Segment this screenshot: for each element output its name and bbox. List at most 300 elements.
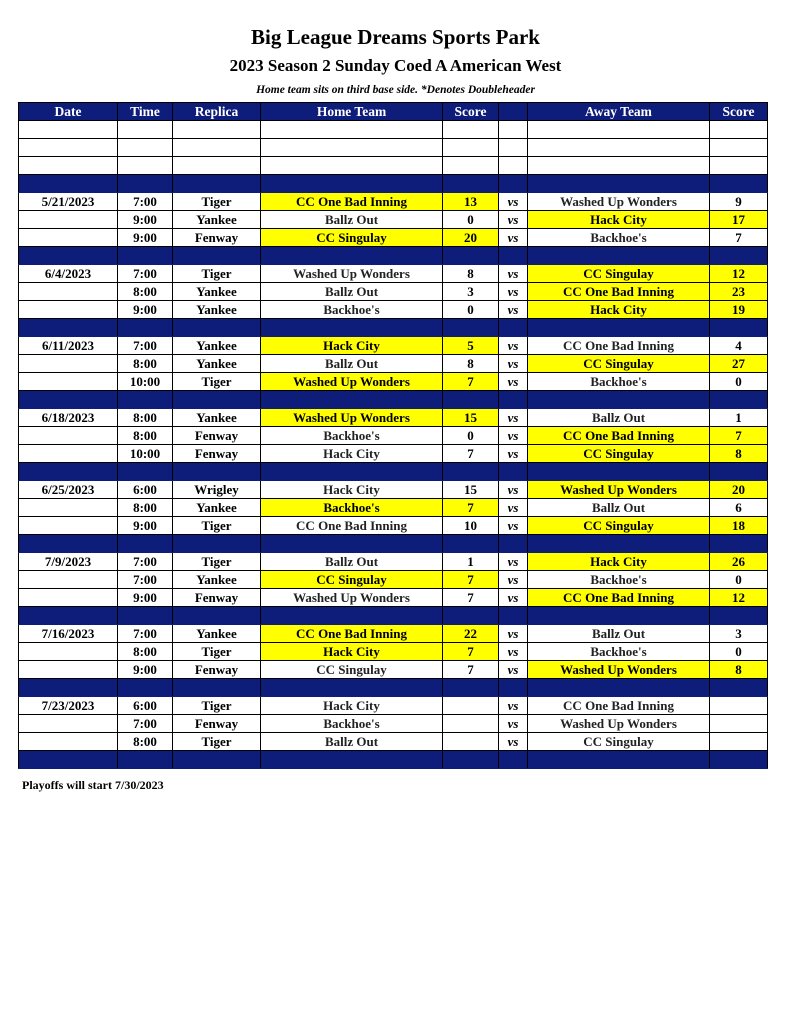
- date-cell: [19, 517, 118, 535]
- away-score-cell: 0: [710, 643, 768, 661]
- date-cell: [19, 229, 118, 247]
- separator-row: [19, 463, 768, 481]
- separator-cell: [173, 175, 261, 193]
- away-score-cell: 19: [710, 301, 768, 319]
- away-team-cell: Backhoe's: [528, 643, 710, 661]
- game-row: [19, 553, 768, 571]
- blank-cell: [443, 139, 499, 157]
- home-team-cell: Washed Up Wonders: [261, 589, 443, 607]
- separator-cell: [261, 607, 443, 625]
- away-team-cell: CC Singulay: [528, 355, 710, 373]
- time-cell: 8:00: [118, 355, 173, 373]
- blank-cell: [118, 139, 173, 157]
- col-header-time: Time: [118, 103, 173, 121]
- vs-cell: vs: [499, 697, 528, 715]
- separator-cell: [710, 319, 768, 337]
- time-cell: 9:00: [118, 301, 173, 319]
- home-team-cell: CC Singulay: [261, 571, 443, 589]
- replica-cell: Yankee: [173, 301, 261, 319]
- separator-cell: [499, 751, 528, 769]
- time-cell: 8:00: [118, 733, 173, 751]
- date-cell: [19, 499, 118, 517]
- replica-cell: Fenway: [173, 715, 261, 733]
- game-row: [19, 697, 768, 715]
- vs-cell: vs: [499, 283, 528, 301]
- vs-cell: vs: [499, 373, 528, 391]
- col-header-replica: Replica: [173, 103, 261, 121]
- separator-row: [19, 679, 768, 697]
- time-cell: 10:00: [118, 373, 173, 391]
- time-cell: 9:00: [118, 229, 173, 247]
- blank-cell: [173, 157, 261, 175]
- home-team-cell: Hack City: [261, 643, 443, 661]
- game-row: [19, 499, 768, 517]
- away-score-cell: 17: [710, 211, 768, 229]
- away-team-cell: Washed Up Wonders: [528, 715, 710, 733]
- separator-cell: [710, 607, 768, 625]
- vs-cell: vs: [499, 445, 528, 463]
- replica-cell: Yankee: [173, 211, 261, 229]
- separator-cell: [528, 175, 710, 193]
- away-score-cell: 4: [710, 337, 768, 355]
- away-team-cell: Hack City: [528, 301, 710, 319]
- blank-cell: [19, 157, 118, 175]
- home-score-cell: 22: [443, 625, 499, 643]
- home-score-cell: 7: [443, 571, 499, 589]
- vs-cell: vs: [499, 571, 528, 589]
- game-row: [19, 373, 768, 391]
- game-row: [19, 481, 768, 499]
- away-score-cell: 3: [710, 625, 768, 643]
- vs-cell: vs: [499, 625, 528, 643]
- home-score-cell: 10: [443, 517, 499, 535]
- separator-cell: [443, 391, 499, 409]
- away-team-cell: CC Singulay: [528, 517, 710, 535]
- separator-row: [19, 535, 768, 553]
- blank-cell: [173, 121, 261, 139]
- home-team-cell: CC Singulay: [261, 229, 443, 247]
- separator-cell: [528, 319, 710, 337]
- separator-cell: [261, 247, 443, 265]
- away-score-cell: 27: [710, 355, 768, 373]
- home-team-cell: CC One Bad Inning: [261, 625, 443, 643]
- replica-cell: Fenway: [173, 445, 261, 463]
- separator-cell: [19, 679, 118, 697]
- separator-cell: [261, 751, 443, 769]
- home-score-cell: 7: [443, 373, 499, 391]
- game-row: [19, 301, 768, 319]
- separator-cell: [19, 607, 118, 625]
- home-team-cell: Ballz Out: [261, 733, 443, 751]
- separator-cell: [710, 247, 768, 265]
- date-cell: 7/9/2023: [19, 553, 118, 571]
- blank-cell: [118, 121, 173, 139]
- replica-cell: Yankee: [173, 571, 261, 589]
- home-team-cell: Backhoe's: [261, 715, 443, 733]
- blank-cell: [261, 157, 443, 175]
- away-team-cell: CC One Bad Inning: [528, 427, 710, 445]
- replica-cell: Tiger: [173, 643, 261, 661]
- blank-cell: [710, 139, 768, 157]
- vs-cell: vs: [499, 517, 528, 535]
- vs-cell: vs: [499, 193, 528, 211]
- page-title: Big League Dreams Sports Park: [251, 25, 540, 49]
- separator-cell: [19, 247, 118, 265]
- time-cell: 9:00: [118, 589, 173, 607]
- home-team-cell: Washed Up Wonders: [261, 409, 443, 427]
- separator-cell: [499, 391, 528, 409]
- game-row: [19, 625, 768, 643]
- away-team-cell: Washed Up Wonders: [528, 661, 710, 679]
- separator-cell: [261, 319, 443, 337]
- home-score-cell: 5: [443, 337, 499, 355]
- separator-cell: [443, 463, 499, 481]
- date-cell: 6/11/2023: [19, 337, 118, 355]
- away-team-cell: Backhoe's: [528, 229, 710, 247]
- away-team-cell: CC One Bad Inning: [528, 283, 710, 301]
- game-row: [19, 265, 768, 283]
- separator-cell: [118, 319, 173, 337]
- replica-cell: Fenway: [173, 427, 261, 445]
- replica-cell: Tiger: [173, 733, 261, 751]
- date-cell: 6/25/2023: [19, 481, 118, 499]
- game-row: [19, 427, 768, 445]
- separator-cell: [499, 175, 528, 193]
- separator-cell: [710, 463, 768, 481]
- game-row: [19, 571, 768, 589]
- blank-cell: [19, 139, 118, 157]
- separator-cell: [710, 175, 768, 193]
- separator-cell: [710, 391, 768, 409]
- home-team-cell: Ballz Out: [261, 553, 443, 571]
- home-score-cell: 0: [443, 427, 499, 445]
- date-cell: 6/18/2023: [19, 409, 118, 427]
- separator-cell: [443, 607, 499, 625]
- time-cell: 7:00: [118, 553, 173, 571]
- separator-cell: [443, 751, 499, 769]
- schedule-body: [19, 121, 768, 769]
- away-score-cell: 7: [710, 427, 768, 445]
- away-team-cell: CC Singulay: [528, 445, 710, 463]
- replica-cell: Yankee: [173, 625, 261, 643]
- replica-cell: Tiger: [173, 265, 261, 283]
- vs-cell: vs: [499, 553, 528, 571]
- home-score-cell: 7: [443, 445, 499, 463]
- time-cell: 8:00: [118, 283, 173, 301]
- away-team-cell: CC Singulay: [528, 733, 710, 751]
- blank-row: [19, 157, 768, 175]
- away-score-cell: [710, 733, 768, 751]
- date-cell: 5/21/2023: [19, 193, 118, 211]
- away-score-cell: 26: [710, 553, 768, 571]
- date-cell: [19, 355, 118, 373]
- separator-cell: [443, 679, 499, 697]
- vs-cell: vs: [499, 499, 528, 517]
- home-score-cell: 7: [443, 661, 499, 679]
- col-header-vs: [499, 103, 528, 121]
- away-score-cell: 6: [710, 499, 768, 517]
- home-team-cell: Backhoe's: [261, 499, 443, 517]
- date-cell: [19, 211, 118, 229]
- away-score-cell: 23: [710, 283, 768, 301]
- blank-row: [19, 121, 768, 139]
- separator-cell: [710, 535, 768, 553]
- separator-cell: [710, 751, 768, 769]
- separator-cell: [499, 463, 528, 481]
- away-team-cell: CC One Bad Inning: [528, 697, 710, 715]
- separator-row: [19, 175, 768, 193]
- separator-cell: [528, 751, 710, 769]
- separator-cell: [528, 679, 710, 697]
- separator-cell: [528, 535, 710, 553]
- blank-cell: [499, 121, 528, 139]
- home-score-cell: 15: [443, 409, 499, 427]
- separator-cell: [499, 679, 528, 697]
- blank-cell: [710, 157, 768, 175]
- date-cell: [19, 445, 118, 463]
- separator-cell: [19, 535, 118, 553]
- header-row: [19, 103, 768, 121]
- date-cell: [19, 571, 118, 589]
- separator-cell: [118, 247, 173, 265]
- time-cell: 7:00: [118, 193, 173, 211]
- separator-cell: [261, 391, 443, 409]
- blank-cell: [261, 121, 443, 139]
- replica-cell: Yankee: [173, 337, 261, 355]
- away-score-cell: 9: [710, 193, 768, 211]
- vs-cell: vs: [499, 301, 528, 319]
- separator-cell: [118, 607, 173, 625]
- separator-cell: [173, 463, 261, 481]
- separator-cell: [118, 175, 173, 193]
- time-cell: 8:00: [118, 427, 173, 445]
- time-cell: 6:00: [118, 697, 173, 715]
- game-row: [19, 355, 768, 373]
- vs-cell: vs: [499, 337, 528, 355]
- game-row: [19, 409, 768, 427]
- replica-cell: Fenway: [173, 589, 261, 607]
- vs-cell: vs: [499, 481, 528, 499]
- home-team-cell: CC One Bad Inning: [261, 517, 443, 535]
- away-team-cell: CC One Bad Inning: [528, 589, 710, 607]
- blank-row: [19, 139, 768, 157]
- col-header-away-score: Score: [710, 103, 768, 121]
- home-team-cell: CC One Bad Inning: [261, 193, 443, 211]
- date-cell: 6/4/2023: [19, 265, 118, 283]
- away-score-cell: 18: [710, 517, 768, 535]
- col-header-away-team: Away Team: [528, 103, 710, 121]
- away-team-cell: Backhoe's: [528, 571, 710, 589]
- replica-cell: Tiger: [173, 193, 261, 211]
- separator-cell: [118, 751, 173, 769]
- away-score-cell: [710, 697, 768, 715]
- date-cell: [19, 373, 118, 391]
- home-score-cell: 0: [443, 301, 499, 319]
- replica-cell: Tiger: [173, 553, 261, 571]
- away-team-cell: Hack City: [528, 553, 710, 571]
- away-score-cell: [710, 715, 768, 733]
- schedule-table: [18, 102, 768, 769]
- away-score-cell: 0: [710, 571, 768, 589]
- separator-cell: [19, 463, 118, 481]
- col-header-home-score: Score: [443, 103, 499, 121]
- separator-cell: [19, 175, 118, 193]
- date-cell: [19, 643, 118, 661]
- separator-cell: [19, 319, 118, 337]
- away-team-cell: Ballz Out: [528, 409, 710, 427]
- away-score-cell: 8: [710, 445, 768, 463]
- game-row: [19, 661, 768, 679]
- vs-cell: vs: [499, 733, 528, 751]
- replica-cell: Fenway: [173, 229, 261, 247]
- game-row: [19, 517, 768, 535]
- time-cell: 6:00: [118, 481, 173, 499]
- separator-row: [19, 319, 768, 337]
- away-score-cell: 0: [710, 373, 768, 391]
- separator-cell: [261, 535, 443, 553]
- game-row: [19, 715, 768, 733]
- blank-cell: [528, 139, 710, 157]
- separator-cell: [118, 535, 173, 553]
- away-score-cell: 12: [710, 589, 768, 607]
- footer-note: Playoffs will start 7/30/2023: [22, 778, 164, 792]
- home-score-cell: [443, 715, 499, 733]
- separator-row: [19, 391, 768, 409]
- date-cell: [19, 301, 118, 319]
- separator-cell: [443, 319, 499, 337]
- vs-cell: vs: [499, 211, 528, 229]
- home-team-cell: CC Singulay: [261, 661, 443, 679]
- blank-cell: [499, 139, 528, 157]
- separator-cell: [118, 463, 173, 481]
- separator-cell: [443, 247, 499, 265]
- home-team-cell: Hack City: [261, 697, 443, 715]
- separator-row: [19, 607, 768, 625]
- separator-cell: [173, 319, 261, 337]
- date-cell: [19, 283, 118, 301]
- home-score-cell: 13: [443, 193, 499, 211]
- replica-cell: Tiger: [173, 697, 261, 715]
- time-cell: 7:00: [118, 625, 173, 643]
- away-score-cell: 12: [710, 265, 768, 283]
- home-team-cell: Ballz Out: [261, 283, 443, 301]
- time-cell: 7:00: [118, 571, 173, 589]
- separator-cell: [528, 391, 710, 409]
- home-team-cell: Backhoe's: [261, 301, 443, 319]
- vs-cell: vs: [499, 265, 528, 283]
- separator-cell: [499, 319, 528, 337]
- game-row: [19, 589, 768, 607]
- page-note: Home team sits on third base side. *Denotes Doubleheader: [256, 84, 535, 96]
- time-cell: 7:00: [118, 265, 173, 283]
- vs-cell: vs: [499, 229, 528, 247]
- time-cell: 9:00: [118, 661, 173, 679]
- game-row: [19, 445, 768, 463]
- blank-cell: [443, 157, 499, 175]
- separator-cell: [499, 247, 528, 265]
- separator-cell: [173, 391, 261, 409]
- game-row: [19, 193, 768, 211]
- home-score-cell: [443, 733, 499, 751]
- time-cell: 9:00: [118, 211, 173, 229]
- separator-cell: [261, 175, 443, 193]
- home-score-cell: 0: [443, 211, 499, 229]
- date-cell: [19, 661, 118, 679]
- vs-cell: vs: [499, 355, 528, 373]
- home-score-cell: 8: [443, 265, 499, 283]
- separator-cell: [443, 535, 499, 553]
- game-row: [19, 229, 768, 247]
- separator-cell: [118, 679, 173, 697]
- separator-row: [19, 751, 768, 769]
- away-score-cell: 1: [710, 409, 768, 427]
- away-team-cell: Backhoe's: [528, 373, 710, 391]
- blank-cell: [528, 121, 710, 139]
- page-subtitle: 2023 Season 2 Sunday Coed A American West: [229, 56, 562, 75]
- game-row: [19, 211, 768, 229]
- replica-cell: Yankee: [173, 355, 261, 373]
- blank-cell: [118, 157, 173, 175]
- col-header-home-team: Home Team: [261, 103, 443, 121]
- date-cell: [19, 589, 118, 607]
- time-cell: 8:00: [118, 643, 173, 661]
- separator-cell: [173, 247, 261, 265]
- time-cell: 9:00: [118, 517, 173, 535]
- separator-cell: [173, 535, 261, 553]
- separator-cell: [528, 463, 710, 481]
- away-team-cell: Ballz Out: [528, 499, 710, 517]
- time-cell: 8:00: [118, 409, 173, 427]
- replica-cell: Tiger: [173, 373, 261, 391]
- game-row: [19, 283, 768, 301]
- date-cell: 7/16/2023: [19, 625, 118, 643]
- home-score-cell: 8: [443, 355, 499, 373]
- home-score-cell: 7: [443, 499, 499, 517]
- replica-cell: Yankee: [173, 499, 261, 517]
- vs-cell: vs: [499, 427, 528, 445]
- separator-cell: [499, 607, 528, 625]
- home-score-cell: 7: [443, 589, 499, 607]
- replica-cell: Tiger: [173, 517, 261, 535]
- blank-cell: [528, 157, 710, 175]
- vs-cell: vs: [499, 715, 528, 733]
- separator-cell: [443, 175, 499, 193]
- home-score-cell: [443, 697, 499, 715]
- separator-cell: [528, 247, 710, 265]
- vs-cell: vs: [499, 409, 528, 427]
- separator-row: [19, 247, 768, 265]
- home-team-cell: Hack City: [261, 445, 443, 463]
- blank-cell: [261, 139, 443, 157]
- blank-cell: [443, 121, 499, 139]
- separator-cell: [261, 679, 443, 697]
- separator-cell: [499, 535, 528, 553]
- away-team-cell: Ballz Out: [528, 625, 710, 643]
- time-cell: 7:00: [118, 337, 173, 355]
- home-team-cell: Washed Up Wonders: [261, 265, 443, 283]
- home-score-cell: 7: [443, 643, 499, 661]
- home-team-cell: Backhoe's: [261, 427, 443, 445]
- away-score-cell: 7: [710, 229, 768, 247]
- home-team-cell: Hack City: [261, 337, 443, 355]
- separator-cell: [19, 391, 118, 409]
- replica-cell: Fenway: [173, 661, 261, 679]
- home-team-cell: Ballz Out: [261, 211, 443, 229]
- date-cell: [19, 427, 118, 445]
- away-team-cell: CC One Bad Inning: [528, 337, 710, 355]
- separator-cell: [118, 391, 173, 409]
- separator-cell: [528, 607, 710, 625]
